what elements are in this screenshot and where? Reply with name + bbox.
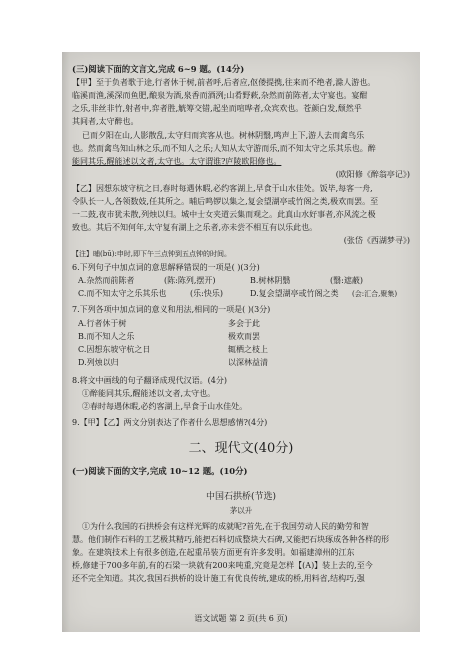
- passage-yi-line: 【乙】因想东坡守杭之日,春时每遇休暇,必约客湖上,早食于山水佳处。饭毕,每客一舟,: [72, 184, 373, 193]
- page-footer: 语文试题 第 2 页(共 6 页): [194, 614, 288, 623]
- option-d-gloss: (会:汇合,聚集): [352, 290, 398, 298]
- passage-jia-line: 已而夕阳在山,人影散乱,太守归而宾客从也。树林阴翳,鸣声上下,游人去而禽鸟乐: [82, 131, 365, 140]
- passage-jia-line: 临溪而渔,溪深而鱼肥,酿泉为酒,泉香而酒洌;山肴野蔌,杂然而前陈者,太守宴也。宴酣: [72, 91, 368, 100]
- option-c: C.而不知太守之乐其乐也: [78, 289, 167, 298]
- question-7-stem: 7.下列各项中加点词的意义和用法,相同的一项是( )(3分): [72, 305, 271, 314]
- passage-yi-line: 一二鼓,夜市犹未散,列烛以归。城中士女夹道云集而观之。此真山水好事者,亦风流之极: [72, 210, 376, 219]
- option-a-pair: 多会于此: [228, 319, 260, 328]
- source-yi: (张岱《西湖梦寻》): [343, 236, 410, 245]
- option-c-pair: 辄栖之枝上: [228, 345, 268, 354]
- article-author: 茅以升: [229, 506, 253, 515]
- option-b-gloss: (翳:遮蔽): [330, 276, 363, 285]
- question-9-stem: 9.【甲】【乙】两文分别表达了作者什么思想感情?(4分): [72, 418, 268, 427]
- option-a: A.杂然而前陈者: [78, 276, 135, 285]
- passage-jia-line: 之乐,非丝非竹,射者中,弈者胜,觥筹交错,起坐而喧哗者,众宾欢也。苍颜白发,颓然乎: [72, 104, 362, 113]
- question-8-sentence-1: ①醉能同其乐,醒能述以文者,太守也。: [82, 389, 216, 398]
- question-7-options: [78, 319, 412, 371]
- section-three-header: (三)阅读下面的文言文,完成 6~9 题。(14分): [72, 64, 245, 74]
- source-jia: (欧阳修《醉翁亭记》): [335, 170, 410, 179]
- passage-jia-line: 能同其乐,醒能述以文者,太守也。太守谓谁?庐陵欧阳修也。: [72, 157, 282, 166]
- option-a: A.行者休于树: [78, 319, 127, 328]
- section-two-title: 二、现代文(40分): [188, 441, 294, 456]
- option-b: B.而不知人之乐: [78, 332, 135, 341]
- option-b-pair: 极欢而罢: [228, 332, 260, 341]
- article-line: 象。在建筑技术上有很多创造,在起重吊装方面更有许多发明。如福建漳州的江东: [72, 548, 355, 557]
- option-b: B.树林阴翳: [250, 276, 291, 285]
- passage-jia-line: 其间者,太守醉也。: [72, 117, 139, 126]
- article-line: 桥,修建于700多年前,有的石梁一块就有200来吨重,究竟是怎样【(A)】装上去的,至今: [72, 561, 373, 570]
- article-title: 中国石拱桥(节选): [205, 492, 277, 502]
- option-d: D.复会望湖亭或竹阁之类: [250, 289, 339, 298]
- article-line: 还不完全知道。其次,我国石拱桥的设计施工有优良传统,建成的桥,用料省,结构巧,强: [72, 574, 365, 583]
- option-a-gloss: (陈:陈列,摆开): [164, 276, 216, 285]
- passage-jia-line: 【甲】至于负者歌于途,行者休于树,前者呼,后者应,伛偻提携,往来而不绝者,滁人游也。: [72, 78, 376, 87]
- option-d: D.列烛以归: [78, 358, 119, 367]
- passage-yi-line: 令队长一人,各领数妓,任其所之。晡后鸣锣以集之,复会望湖亭或竹阁之类,极欢而罢。至: [72, 197, 379, 206]
- question-6-options: [78, 276, 412, 302]
- article-line: 慧。他们制作石料的工艺极其精巧,能把石料切成整块大石碑,又能把石块琢成各种各样的形: [72, 535, 390, 544]
- footnote: 【注】晡(bū):申时,即下午三点钟到五点钟的时间。: [72, 250, 232, 258]
- question-8-stem: 8.将文中画线的句子翻译成现代汉语。(4分): [72, 376, 227, 385]
- passage-yi-line: 致也。其后不知何年,太守复有湖上之乐者,亦未尝不相互有以乐此也。: [72, 223, 318, 232]
- article-line: ①为什么我国的石拱桥会有这样光辉的成就呢?首先,在于我国劳动人民的勤劳和智: [82, 522, 369, 531]
- option-d-pair: 以深林益清: [228, 358, 268, 367]
- exam-page: [62, 52, 420, 632]
- question-8-sentence-2: ②春时每遇休暇,必约客湖上,早食于山水佳处。: [82, 402, 248, 411]
- option-c: C.因想东坡守杭之日: [78, 345, 151, 354]
- section-one-header: (一)阅读下面的文字,完成 10~12 题。(10分): [72, 466, 248, 476]
- question-6-stem: 6.下列句子中加点词的意思解释错误的一项是( )(3分): [72, 263, 260, 272]
- option-c-gloss: (乐:快乐): [190, 289, 223, 298]
- passage-jia-line: 也。然而禽鸟知山林之乐,而不知人之乐;人知从太守游而乐,而不知太守之乐其乐也。醉: [72, 144, 376, 153]
